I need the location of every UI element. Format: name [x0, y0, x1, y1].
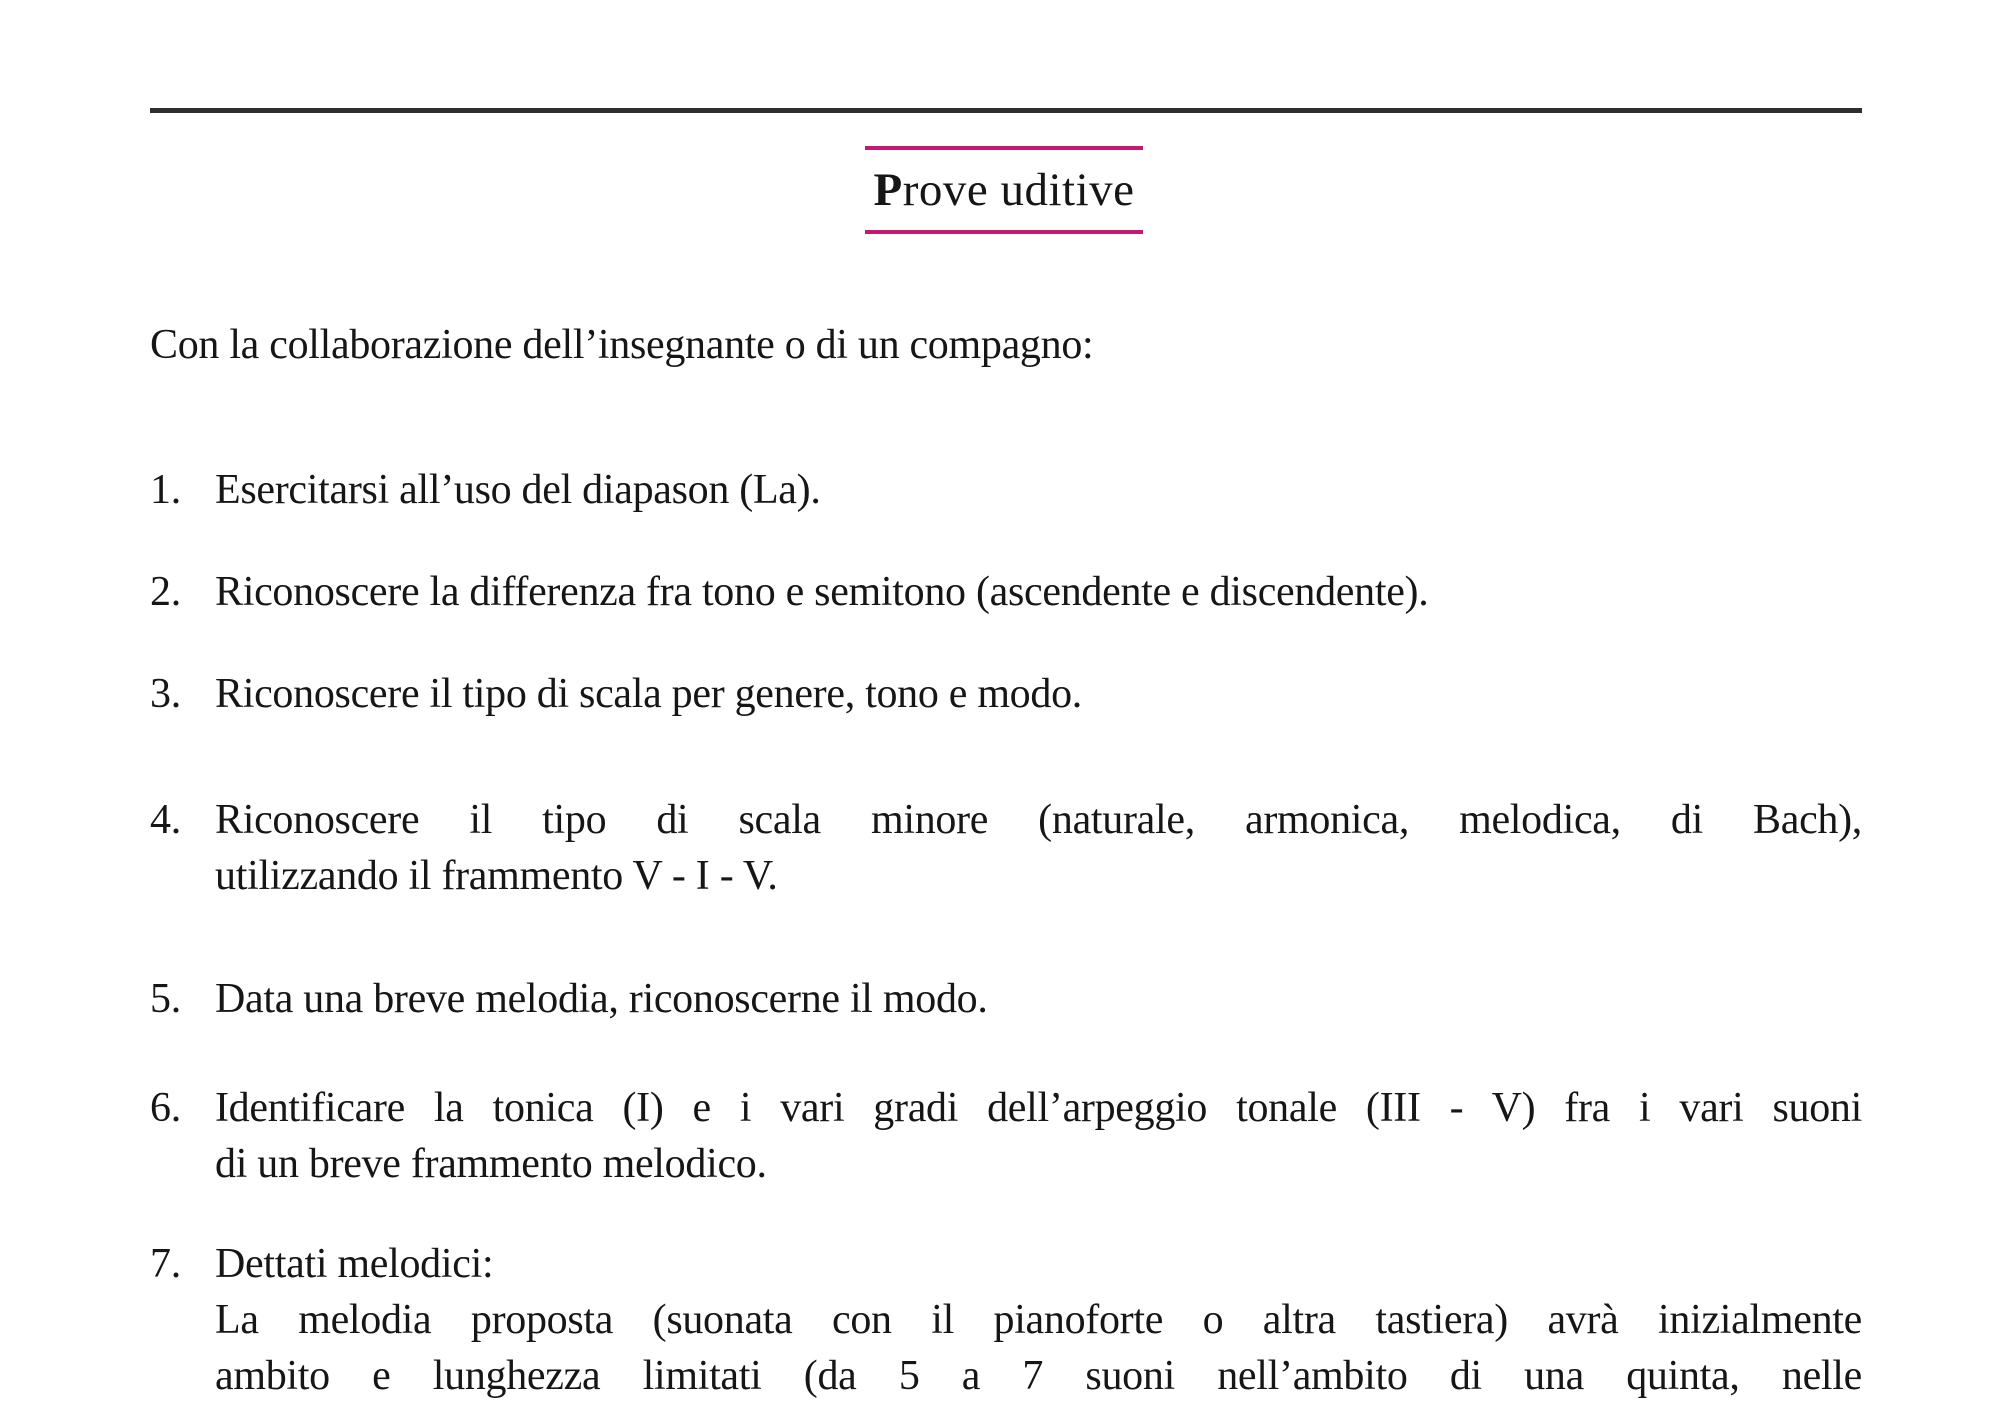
item-body	[215, 1236, 1862, 1404]
item-number: 5.	[150, 976, 181, 1022]
item-line: Riconoscere il tipo di scala per genere, tono e modo.	[215, 671, 1082, 717]
page-content	[150, 317, 1862, 1404]
item-body	[215, 971, 1862, 1027]
item-body	[215, 564, 1862, 620]
title-block	[0, 146, 2008, 234]
item-line: di un breve frammento melodico.	[215, 1141, 767, 1187]
title-rule-bottom	[865, 230, 1143, 234]
item-line: La melodia proposta (suonata con il pianoforte o altra tastiera) avrà inizialmente	[215, 1297, 1862, 1343]
item-line: Riconoscere il tipo di scala minore (naturale, armonica, melodica, di Bach),	[215, 797, 1862, 843]
item-number: 1.	[150, 467, 181, 513]
list-item-6	[150, 1080, 1862, 1192]
item-line: utilizzando il frammento V - I - V.	[215, 853, 778, 899]
item-number: 6.	[150, 1085, 181, 1131]
list-item-4	[150, 792, 1862, 904]
item-line: ambito e lunghezza limitati (da 5 a 7 suoni nell’ambito di una quinta, nelle	[215, 1353, 1862, 1399]
list-item-5	[150, 971, 1862, 1027]
page-title-initial: P	[873, 164, 903, 216]
list-item-2	[150, 564, 1862, 620]
ordered-list	[150, 462, 1862, 1404]
header-rule	[150, 108, 1862, 113]
item-number: 3.	[150, 671, 181, 717]
item-line: Riconoscere la differenza fra tono e semitono (ascendente e discendente).	[215, 569, 1429, 615]
item-body	[215, 462, 1862, 518]
page-title	[873, 150, 1134, 230]
page-title-rest: rove uditive	[902, 164, 1135, 216]
list-item-1	[150, 462, 1862, 518]
item-body	[215, 666, 1862, 722]
intro-paragraph: Con la collaborazione dell’insegnante o di un compagno:	[150, 322, 1094, 368]
list-item-7	[150, 1236, 1862, 1404]
item-line: Esercitarsi all’uso del diapason (La).	[215, 467, 821, 513]
item-line: Identificare la tonica (I) e i vari gradi dell’arpeggio tonale (III - V) fra i vari suoni	[215, 1085, 1862, 1131]
item-body	[215, 1080, 1862, 1192]
item-number: 7.	[150, 1241, 181, 1287]
item-line: Data una breve melodia, riconoscerne il modo.	[215, 976, 988, 1022]
item-body	[215, 792, 1862, 904]
list-item-3	[150, 666, 1862, 722]
item-line: Dettati melodici:	[215, 1241, 494, 1287]
item-number: 4.	[150, 797, 181, 843]
item-number: 2.	[150, 569, 181, 615]
